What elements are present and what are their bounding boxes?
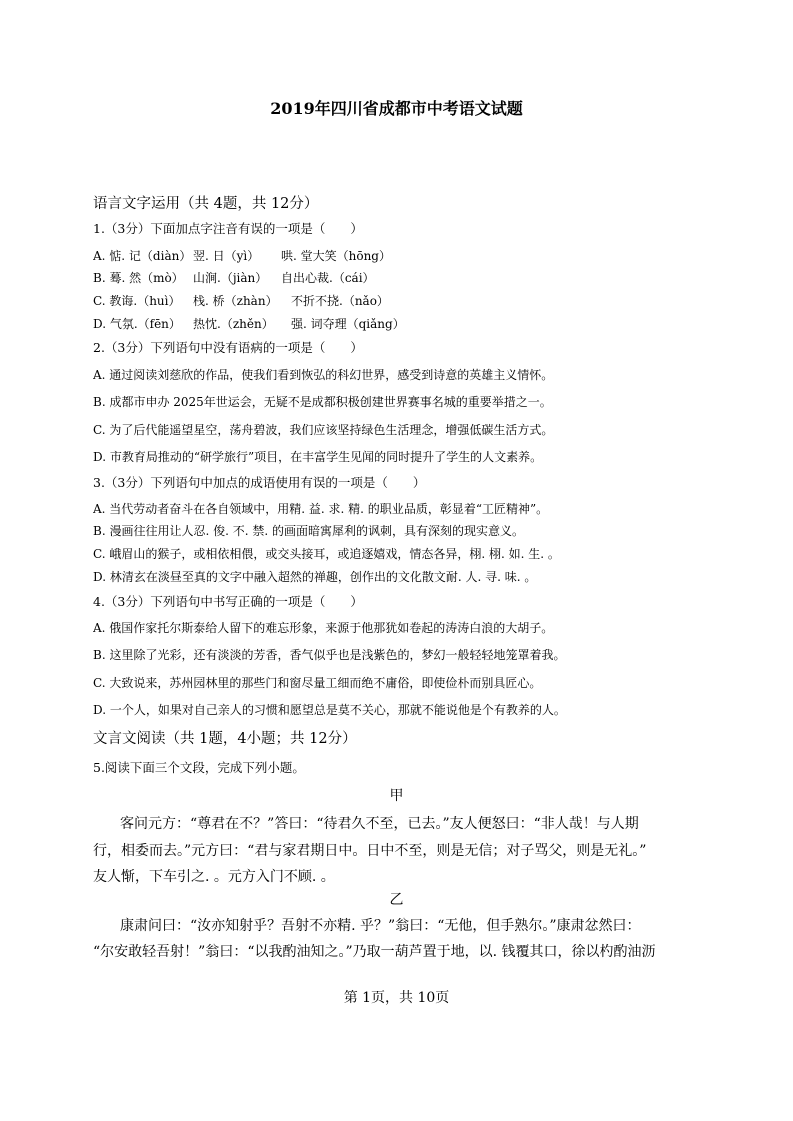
option-part: 栈. 桥（zhàn） [193, 294, 278, 308]
passage-yi-line: “尔安敢轻吾射！”翁曰：“以我酌油知之。”乃取一葫芦置于地，以. 钱覆其口，徐以杓酌油沥 [93, 944, 656, 960]
question-2-option-a: A. 通过阅读刘慈欣的作品，使我们看到恢弘的科幻世界，感受到诗意的英雄主义情怀。 [93, 368, 554, 382]
question-4-option-c: C. 大致说来，苏州园林里的那些门和窗尽量工细而绝不庸俗，即使俭朴而别具匠心。 [93, 676, 542, 690]
passage-jia-line: 客问元方：“尊君在不？”答曰：“待君久不至，已去。”友人便怒曰：“非人哉！与人期 [120, 816, 639, 832]
option-part: A. 惦. 记（diàn） [93, 249, 192, 263]
passage-jia-label: 甲 [389, 788, 404, 804]
question-1-option-d [93, 315, 703, 332]
section-heading-classical-reading: 文言文阅读（共 1题，4小题；共 12分） [93, 731, 357, 747]
passage-yi-label: 乙 [389, 892, 404, 908]
question-4-option-d: D. 一个人，如果对自己亲人的习惯和愿望总是莫不关心，那就不能说他是个有教养的人。 [93, 703, 566, 717]
document-title: 2019年四川省成都市中考语文试题 [270, 99, 523, 118]
question-4-option-b: B. 这里除了光彩，还有淡淡的芳香，香气似乎也是浅紫色的，梦幻一般轻轻地笼罩着我。 [93, 648, 566, 662]
question-3-option-d: D. 林清玄在淡昼至真的文字中融入超然的禅趣，创作出的文化散文耐. 人. 寻. 味. 。 [93, 570, 537, 584]
passage-jia-line: 行，相委而去。”元方曰：“君与家君期日中。日中不至，则是无信；对子骂父，则是无礼。” [93, 843, 647, 859]
question-1-option-a [93, 247, 703, 264]
option-part: 不折不挠.（nǎo） [291, 294, 389, 308]
option-part: 强. 词夺理（qiǎng） [291, 317, 405, 331]
question-3-option-a: A. 当代劳动者奋斗在各自领域中，用精. 益. 求. 精. 的职业品质，彰显着“工匠精神”。 [93, 502, 549, 516]
option-part: D. 气氛.（fēn） [93, 317, 181, 331]
option-part: 哄. 堂大笑（hōng） [281, 249, 391, 263]
question-3-stem: 3.（3分）下列语句中加点的成语使用有误的一项是（ ） [93, 475, 426, 490]
option-part: 热忱.（zhěn） [193, 317, 274, 331]
question-3-option-c: C. 峨眉山的猴子，或相依相偎，或交头接耳，或追逐嬉戏，情态各异，栩. 栩. 如. 生. 。 [93, 547, 560, 561]
passage-jia-line: 友人惭，下车引之. 。元方入门不顾. 。 [93, 869, 335, 885]
section-heading-language-use: 语言文字运用（共 4题，共 12分） [93, 196, 319, 212]
question-2-stem: 2.（3分）下列语句中没有语病的一项是（ ） [93, 340, 363, 355]
question-5-stem: 5.阅读下面三个文段，完成下列小题。 [93, 760, 305, 775]
option-part: B. 蓦. 然（mò） [93, 271, 184, 285]
option-part: C. 教诲.（huì） [93, 294, 181, 308]
question-2-option-b: B. 成都市申办 2025年世运会，无疑不是成都积极创建世界赛事名城的重要举措之一。 [93, 395, 552, 409]
question-4-stem: 4.（3分）下列语句中书写正确的一项是（ ） [93, 594, 363, 609]
option-part: 翌. 日（yì） [193, 249, 260, 263]
question-3-option-b: B. 漫画往往用让人忍. 俊. 不. 禁. 的画面暗寓犀利的讽刺，具有深刻的现实意义。 [93, 524, 524, 538]
question-1-stem: 1.（3分）下面加点字注音有误的一项是（ ） [93, 221, 363, 236]
option-part: 山涧.（jiàn） [193, 271, 268, 285]
question-2-option-d: D. 市教育局推动的“研学旅行”项目，在丰富学生见闻的同时提升了学生的人文素养。 [93, 450, 543, 464]
question-4-option-a: A. 俄国作家托尔斯泰给人留下的难忘形象，来源于他那犹如卷起的涛涛白浪的大胡子。 [93, 621, 554, 635]
page-footer: 第 1页，共 10页 [343, 990, 450, 1006]
question-2-option-c: C. 为了后代能遥望星空，荡舟碧波，我们应该坚持绿色生活理念，增强低碳生活方式。 [93, 423, 554, 437]
passage-yi-line: 康肃问曰：“汝亦知射乎？吾射不亦精. 乎？”翁曰：“无他，但手熟尔。”康肃忿然曰： [120, 918, 641, 934]
question-1-option-b [93, 269, 703, 286]
option-part: 自出心裁.（cái） [281, 271, 375, 285]
question-1-option-c [93, 292, 703, 309]
